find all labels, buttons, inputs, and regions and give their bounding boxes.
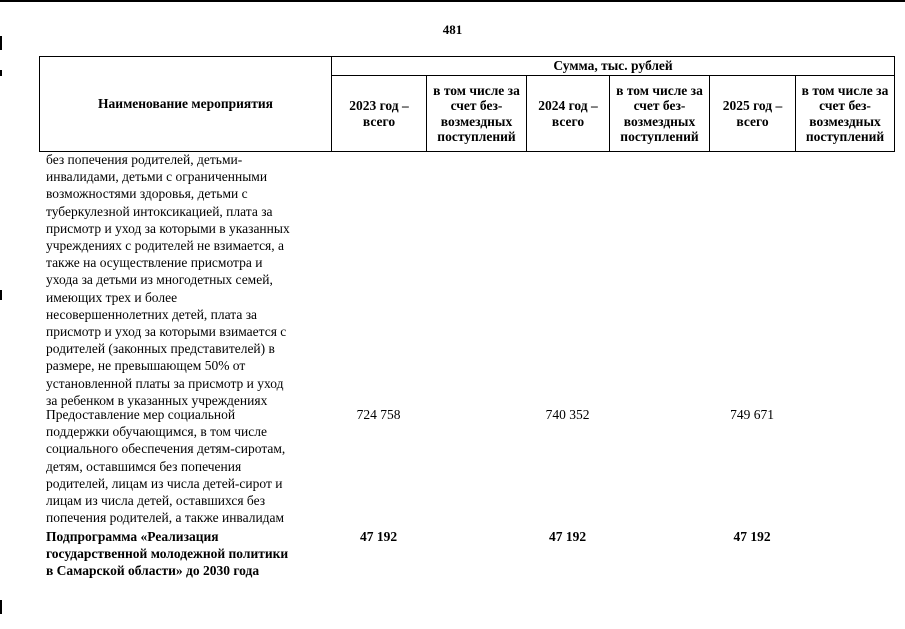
row-text-line: также на осуществление присмотра и <box>46 255 263 271</box>
row-text-line: попечения родителей, а также инвалидам <box>46 510 285 526</box>
row-text-line: родителей, лицам из числа детей-сирот и <box>46 475 283 491</box>
value-2024-total: 47 192 <box>548 529 587 544</box>
scan-edge-mark <box>0 36 2 50</box>
row-text-line: за ребенком в указанных учреждениях <box>46 392 268 408</box>
table-row-continuation <box>46 151 331 409</box>
value-2023-total: 724 758 <box>356 407 401 422</box>
row-text-line: учреждениях с родителей не взимается, а <box>46 238 285 254</box>
table-header <box>39 56 895 152</box>
column-header-2025-total: 2025 год – всего <box>710 76 796 152</box>
row-text-line: инвалидами, детьми с ограниченными <box>46 169 268 185</box>
row-text-line: присмотр и уход за которыми в указанных <box>46 220 290 236</box>
table-row-social-support <box>46 406 331 526</box>
scan-edge-mark <box>0 290 2 300</box>
column-header-2023-grants: в том числе за счет без-возмездных поступлений <box>427 76 527 152</box>
row-text-line: государственной молодежной политики <box>46 546 289 562</box>
value-2024-total: 740 352 <box>545 407 590 422</box>
top-border-line <box>0 0 905 2</box>
row-text-line: размере, не превышающем 50% от <box>46 358 246 374</box>
row-text-line: возможностями здоровья, детьми с <box>46 186 248 202</box>
scan-edge-mark <box>0 600 2 614</box>
row-text-line: имеющих трех и более <box>46 289 178 305</box>
column-header-2024-grants: в том числе за счет без-возмездных поступлений <box>610 76 710 152</box>
row-text-line: туберкулезной интоксикацией, плата за <box>46 203 273 219</box>
page-number: 481 <box>442 22 463 37</box>
row-text-line: поддержки обучающимся, в том числе <box>46 424 268 440</box>
row-text-line: в Самарской области» до 2030 года <box>46 563 260 579</box>
row-text-line: Предоставление мер социальной <box>46 407 236 422</box>
value-2023-total: 47 192 <box>359 529 398 544</box>
column-header-2024-total: 2024 год – всего <box>527 76 610 152</box>
scan-edge-mark <box>0 70 2 76</box>
row-text-line: ухода за детьми из многодетных семей, <box>46 272 273 288</box>
column-group-sum: Сумма, тыс. рублей <box>332 57 895 76</box>
value-2025-total: 749 671 <box>730 407 774 422</box>
row-text-line: родителей (законных представителей) в <box>46 341 275 357</box>
row-text-line: установленной платы за присмотр и уход <box>46 375 284 391</box>
row-text-line: лицам из числа детей, оставшихся без <box>46 493 266 509</box>
value-2025-total: 47 192 <box>733 529 771 544</box>
column-header-name: Наименование мероприятия <box>40 57 332 152</box>
column-header-2023-total: 2023 год – всего <box>332 76 427 152</box>
table-row-subprogram <box>46 528 331 580</box>
row-text-line: без попечения родителей, детьми- <box>46 152 243 167</box>
row-text-line: Подпрограмма «Реализация <box>46 529 219 544</box>
row-text-line: несовершеннолетних детей, плата за <box>46 306 258 322</box>
row-text-line: детям, оставшимся без попечения <box>46 458 242 474</box>
column-header-2025-grants: в том числе за счет без-возмездных поступлений <box>796 76 895 152</box>
row-text-line: присмотр и уход за которыми взимается с <box>46 324 287 340</box>
row-text-line: социального обеспечения детям-сиротам, <box>46 441 286 457</box>
